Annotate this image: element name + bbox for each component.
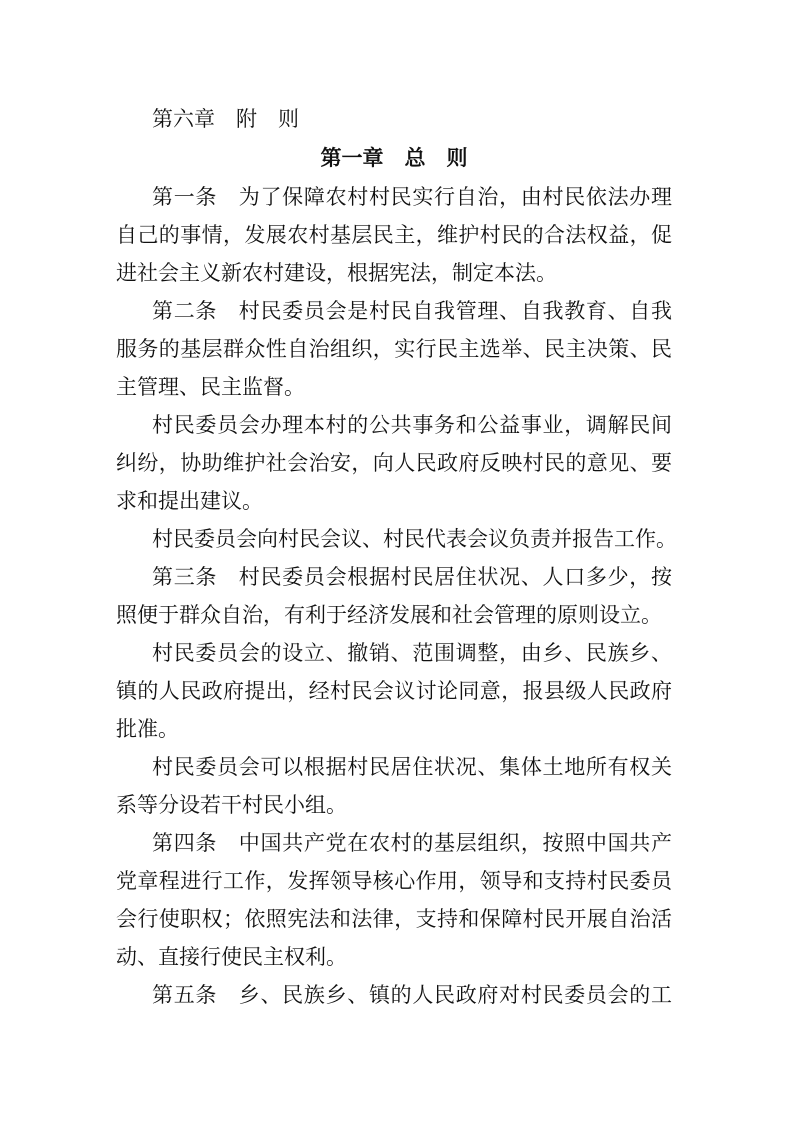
paragraph-line: 第四条 中国共产党在农村的基层组织，按照中国共产 — [152, 831, 672, 855]
paragraph-article-2-clause-3 — [116, 520, 677, 558]
paragraph-article-3-clause-3 — [116, 748, 672, 824]
chapter-title: 第一章 总 则 — [320, 145, 468, 170]
paragraph-line: 镇的人民政府提出，经村民会议讨论同意，报县级人民政府 — [116, 679, 672, 703]
paragraph-line: 照便于群众自治，有利于经济发展和社会管理的原则设立。 — [116, 603, 662, 627]
paragraph-article-2-clause-2 — [116, 406, 672, 520]
paragraph-line: 第一条 为了保障农村村民实行自治，由村民依法办理 — [152, 185, 672, 209]
paragraph-line: 进社会主义新农村建设，根据宪法，制定本法。 — [116, 261, 557, 285]
paragraph-article-1 — [116, 178, 672, 292]
paragraph-line: 主管理、民主监督。 — [116, 375, 305, 399]
paragraph-line: 自己的事情，发展农村基层民主，维护村民的合法权益，促 — [116, 223, 672, 247]
paragraph-line: 第五条 乡、民族乡、镇的人民政府对村民委员会的工 — [152, 983, 672, 1007]
paragraph-line: 村民委员会可以根据村民居住状况、集体土地所有权关 — [152, 755, 672, 779]
paragraph-line: 服务的基层群众性自治组织，实行民主选举、民主决策、民 — [116, 337, 672, 361]
paragraph-article-2 — [116, 292, 672, 406]
paragraph-line: 第二条 村民委员会是村民自我管理、自我教育、自我 — [152, 299, 672, 323]
paragraph-line: 村民委员会的设立、撤销、范围调整，由乡、民族乡、 — [152, 641, 672, 665]
paragraph-line: 求和提出建议。 — [116, 489, 263, 513]
paragraph-line: 村民委员会办理本村的公共事务和公益事业，调解民间 — [152, 413, 672, 437]
paragraph-article-3 — [116, 558, 672, 634]
paragraph-line: 批准。 — [116, 717, 179, 741]
paragraph-line: 纠纷，协助维护社会治安，向人民政府反映村民的意见、要 — [116, 451, 672, 475]
document-body — [116, 100, 677, 1014]
paragraph-line: 动、直接行使民主权利。 — [116, 945, 347, 969]
paragraph-article-4 — [116, 824, 672, 976]
paragraph-article-5 — [116, 976, 672, 1014]
paragraph-article-3-clause-2 — [116, 634, 672, 748]
paragraph-line: 村民委员会向村民会议、村民代表会议负责并报告工作。 — [152, 527, 677, 551]
paragraph-line: 第三条 村民委员会根据村民居住状况、人口多少，按 — [152, 565, 672, 589]
toc-entry-chapter-6: 第六章 附 则 — [152, 107, 299, 131]
paragraph-line: 会行使职权；依照宪法和法律，支持和保障村民开展自治活 — [116, 907, 672, 931]
paragraph-line: 系等分设若干村民小组。 — [116, 793, 347, 817]
paragraph-line: 党章程进行工作，发挥领导核心作用，领导和支持村民委员 — [116, 869, 672, 893]
